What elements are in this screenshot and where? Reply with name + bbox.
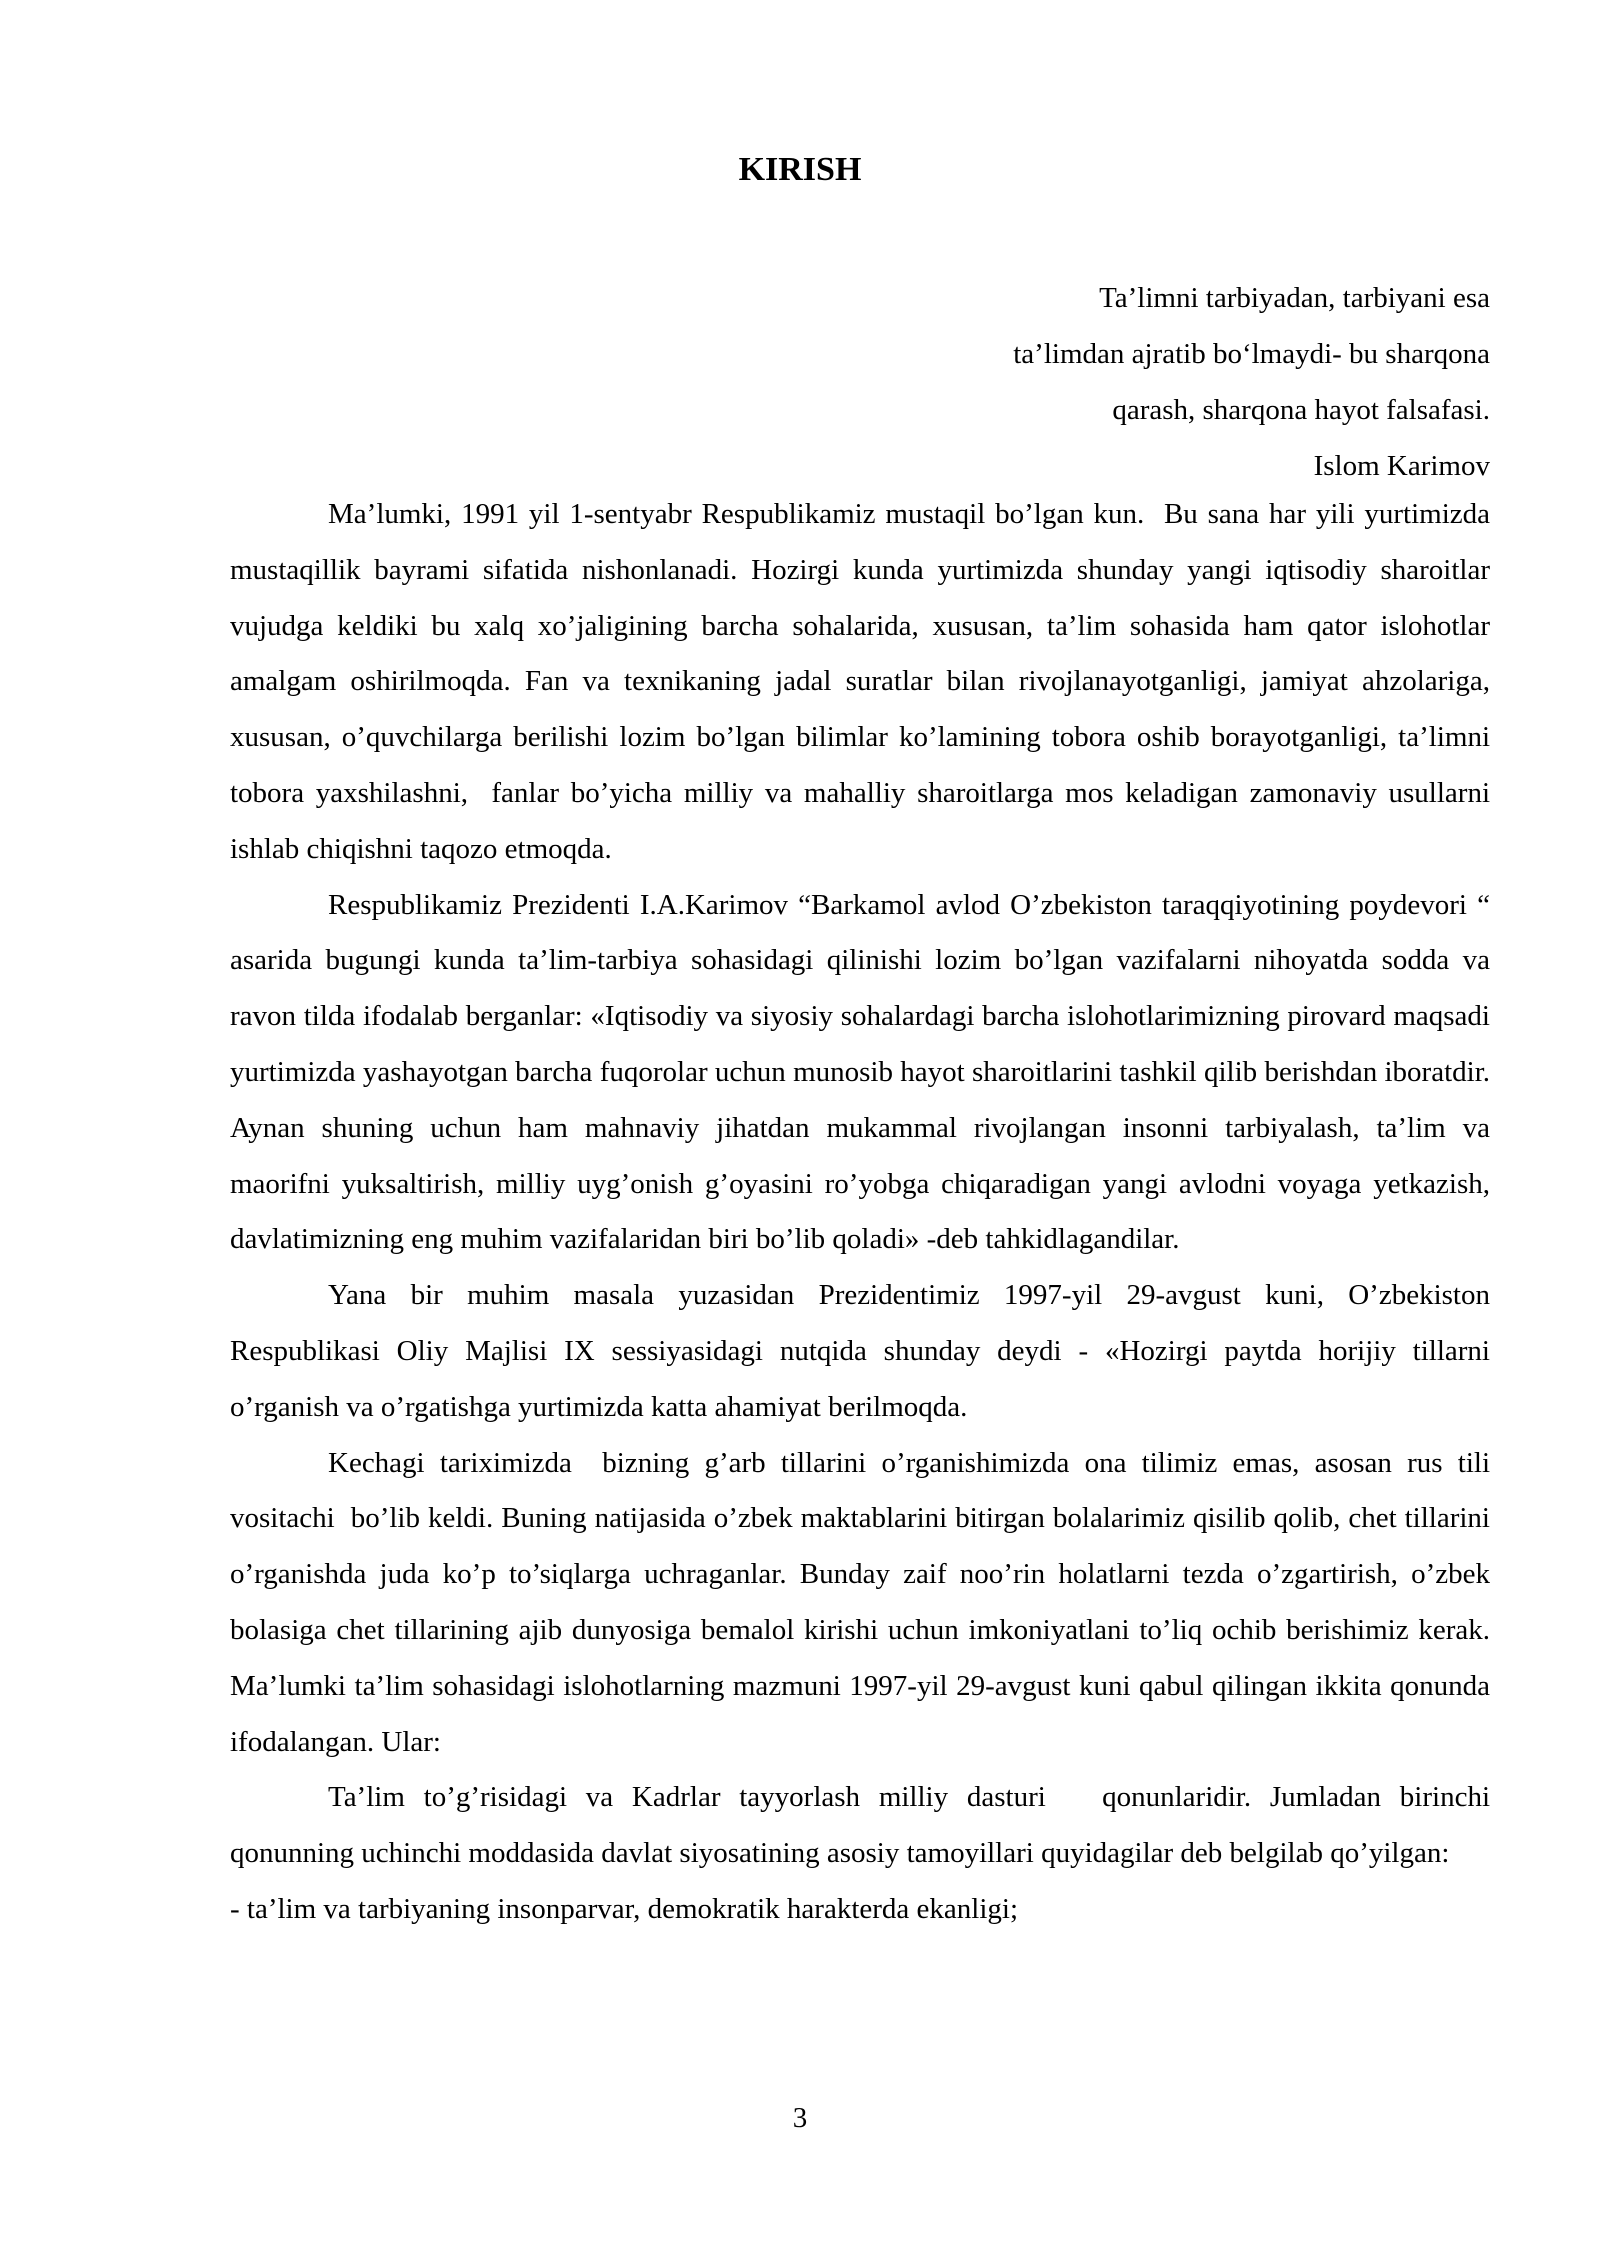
epigraph-line: Ta’limni tarbiyadan, tarbiyani esa [1099,282,1490,314]
paragraph: Respublikamiz Prezidenti I.A.Karimov “Barkamol avlod O’zbekiston taraqqiyotining poydevori “ asarida bugungi kunda ta’lim-tarbiya sohasidagi qilinishi lozim bo’lgan vazifalarni nihoyatda sodda va ravon tilda ifodalab berganlar: «Iqtisodiy va siyosiy sohalardagi barcha islohotlarimizning pirovard maqsadi yurtimizda yashayotgan barcha fuqorolar uchun munosib hayot sharoitlarini tashkil qilib berishdan iboratdir. Aynan shuning uchun ham mahnaviy jihatdan mukammal rivojlangan insonni tarbiyalash, ta’lim va maorifni yuksaltirish, milliy uyg’onish g’oyasini ro’yobga chiqaradigan yangi avlodni voyaga yetkazish, davlatimizning eng muhim vazifalaridan biri bo’lib qoladi» -deb tahkidlagandilar. [230,888,1512,1256]
page-number: 3 [792,2102,808,2134]
paragraph: Yana bir muhim masala yuzasidan Prezidentimiz 1997-yil 29-avgust kuni, O’zbekiston Respublikasi Oliy Majlisi IX sessiyasidagi nutqida shunday deydi - «Hozirgi paytda horijiy tillarni o’rganish va o’rgatishga yurtimizda katta ahamiyat berilmoqda. [230,1279,1498,1423]
paragraph: Ta’lim to’g’risidagi va Kadrlar tayyorlash milliy dasturi qonunlaridir. Jumladan birinchi qonunning uchinchi moddasida davlat siyosatining asosiy tamoyillari quyidagilar deb belgilab qo’yilgan: [230,1781,1498,1870]
epigraph-line: qarash, sharqona hayot falsafasi. [1112,394,1490,426]
epigraph-line: ta’limdan ajratib bo‘lmaydi- bu sharqona [1013,338,1490,370]
epigraph-author: Islom Karimov [1313,450,1490,482]
list-item: - ta’lim va tarbiyaning insonparvar, demokratik harakterda ekanligi; [230,1892,1018,1925]
paragraph: Ma’lumki, 1991 yil 1-sentyabr Respublikamiz mustaqil bo’lgan kun. Bu sana har yili yurtimizda mustaqillik bayrami sifatida nishonlanadi. Hozirgi kunda yurtimizda shunday yangi iqtisodiy sharoitlar vujudga keldiki bu xalq xo’jaligining barcha sohalarida, xususan, ta’lim sohasida ham qator islohotlar amalgam oshirilmoqda. Fan va texnikaning jadal suratlar bilan rivojlanayotganligi, jamiyat ahzolariga, xususan, o’quvchilarga berilishi lozim bo’lgan bilimlar ko’lamining tobora oshib borayotganligi, ta’limni tobora yaxshilashni, fanlar bo’yicha milliy va mahalliy sharoitlarga mos keladigan zamonaviy usullarni ishlab chiqishni taqozo etmoqda. [230,498,1498,865]
body-text [230,487,1512,1938]
page-title: KIRISH [738,151,862,188]
paragraph: Kechagi tariximizda bizning g’arb tillarini o’rganishimizda ona tilimiz emas, asosan rus tili vositachi bo’lib keldi. Buning natijasida o’zbek maktablarini bitirgan bolalarimiz qisilib qolib, chet tillarini o’rganishda juda ko’p to’siqlarga uchraganlar. Bunday zaif noo’rin holatlarni tezda o’zgartirish, o’zbek bolasiga chet tillarining ajib dunyosiga bemalol kirishi uchun imkoniyatlani to’liq ochib berishimiz kerak. Ma’lumki ta’lim sohasidagi islohotlarning mazmuni 1997-yil 29-avgust kuni qabul qilingan ikkita qonunda ifodalangan. Ular: [230,1446,1505,1758]
epigraph [800,270,1490,494]
